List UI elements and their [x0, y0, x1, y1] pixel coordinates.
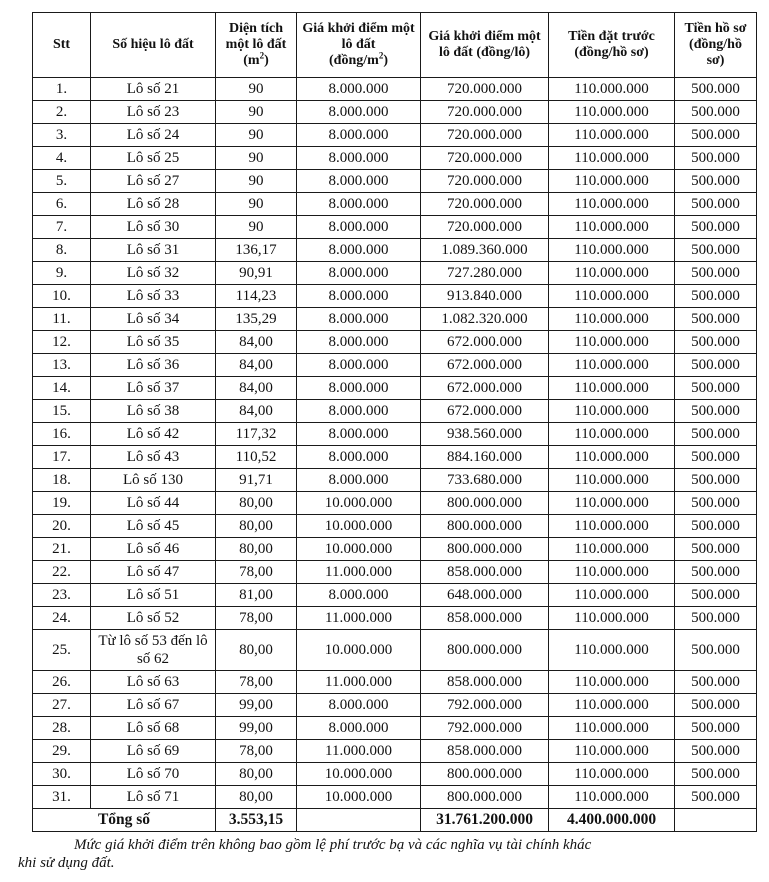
- table-row: [33, 671, 757, 694]
- cell-price-per-m2: 11.000.000: [297, 607, 421, 630]
- table-header: [33, 13, 757, 78]
- cell-stt: 4.: [33, 147, 91, 170]
- cell-price-per-lot: 800.000.000: [421, 763, 549, 786]
- cell-lot-number: Lô số 130: [91, 469, 216, 492]
- table-row: [33, 515, 757, 538]
- cell-price-per-m2: 8.000.000: [297, 262, 421, 285]
- header-area-unit: $(m^2)$: [243, 50, 269, 68]
- cell-area: 84,00: [216, 354, 297, 377]
- cell-lot-number: Lô số 28: [91, 193, 216, 216]
- cell-price-per-lot: 720.000.000: [421, 78, 549, 101]
- cell-stt: 29.: [33, 740, 91, 763]
- cell-stt: 28.: [33, 717, 91, 740]
- cell-price-per-lot: 858.000.000: [421, 607, 549, 630]
- cell-price-per-m2: 10.000.000: [297, 630, 421, 671]
- table-row: [33, 492, 757, 515]
- table-row: [33, 354, 757, 377]
- cell-deposit: 110.000.000: [549, 78, 675, 101]
- cell-fee: 500.000: [675, 239, 757, 262]
- cell-price-per-m2: 8.000.000: [297, 377, 421, 400]
- cell-deposit: 110.000.000: [549, 694, 675, 717]
- cell-area: 84,00: [216, 400, 297, 423]
- footnote-line-2: khi sử dụng đất.: [18, 855, 115, 871]
- cell-stt: 24.: [33, 607, 91, 630]
- table-row: [33, 377, 757, 400]
- table-row: [33, 216, 757, 239]
- table-row: [33, 170, 757, 193]
- cell-area: 84,00: [216, 377, 297, 400]
- table-row: [33, 285, 757, 308]
- cell-deposit: 110.000.000: [549, 538, 675, 561]
- cell-price-per-m2: 8.000.000: [297, 717, 421, 740]
- cell-area: 90,91: [216, 262, 297, 285]
- cell-price-per-lot: 720.000.000: [421, 147, 549, 170]
- cell-fee: 500.000: [675, 786, 757, 809]
- cell-lot-number: Lô số 24: [91, 124, 216, 147]
- cell-stt: 25.: [33, 630, 91, 671]
- header-area: [216, 13, 297, 78]
- cell-price-per-m2: 11.000.000: [297, 740, 421, 763]
- cell-lot-number: Lô số 63: [91, 671, 216, 694]
- cell-fee: 500.000: [675, 400, 757, 423]
- cell-stt: 7.: [33, 216, 91, 239]
- cell-price-per-m2: 8.000.000: [297, 239, 421, 262]
- footnote-line-1: Mức giá khởi điểm trên không bao gồm lệ phí trước bạ và các nghĩa vụ tài chính khác: [74, 837, 592, 853]
- table-row: [33, 786, 757, 809]
- cell-lot-number: Lô số 71: [91, 786, 216, 809]
- cell-fee: 500.000: [675, 354, 757, 377]
- cell-stt: 3.: [33, 124, 91, 147]
- cell-lot-number: Lô số 46: [91, 538, 216, 561]
- cell-area: 91,71: [216, 469, 297, 492]
- table-body: [33, 78, 757, 809]
- cell-lot-number: Lô số 25: [91, 147, 216, 170]
- cell-stt: 14.: [33, 377, 91, 400]
- cell-lot-number: Lô số 51: [91, 584, 216, 607]
- cell-deposit: 110.000.000: [549, 717, 675, 740]
- cell-fee: 500.000: [675, 285, 757, 308]
- cell-price-per-lot: 720.000.000: [421, 170, 549, 193]
- cell-stt: 5.: [33, 170, 91, 193]
- cell-price-per-lot: 913.840.000: [421, 285, 549, 308]
- total-price-per-lot: 31.761.200.000: [421, 809, 549, 832]
- cell-price-per-m2: 8.000.000: [297, 285, 421, 308]
- cell-price-per-lot: 733.680.000: [421, 469, 549, 492]
- cell-lot-number: Lô số 37: [91, 377, 216, 400]
- header-fee: Tiền hồ sơ (đồng/hồ sơ): [675, 13, 757, 78]
- cell-deposit: 110.000.000: [549, 423, 675, 446]
- cell-lot-number: Lô số 42: [91, 423, 216, 446]
- total-price-per-m2: [297, 809, 421, 832]
- cell-fee: 500.000: [675, 147, 757, 170]
- header-price-per-m2: [297, 13, 421, 78]
- cell-lot-number: Lô số 47: [91, 561, 216, 584]
- cell-deposit: 110.000.000: [549, 331, 675, 354]
- table-row: [33, 78, 757, 101]
- cell-fee: 500.000: [675, 763, 757, 786]
- cell-area: 78,00: [216, 740, 297, 763]
- cell-fee: 500.000: [675, 331, 757, 354]
- cell-stt: 9.: [33, 262, 91, 285]
- cell-price-per-lot: 648.000.000: [421, 584, 549, 607]
- cell-area: 114,23: [216, 285, 297, 308]
- cell-price-per-lot: 800.000.000: [421, 492, 549, 515]
- cell-area: 136,17: [216, 239, 297, 262]
- cell-price-per-m2: 8.000.000: [297, 101, 421, 124]
- cell-lot-number: Lô số 21: [91, 78, 216, 101]
- cell-price-per-m2: 8.000.000: [297, 78, 421, 101]
- cell-area: 117,32: [216, 423, 297, 446]
- table-row: [33, 630, 757, 671]
- cell-deposit: 110.000.000: [549, 469, 675, 492]
- table-row: [33, 147, 757, 170]
- cell-stt: 19.: [33, 492, 91, 515]
- cell-stt: 18.: [33, 469, 91, 492]
- cell-area: 81,00: [216, 584, 297, 607]
- cell-lot-number: Lô số 23: [91, 101, 216, 124]
- cell-area: 90: [216, 78, 297, 101]
- cell-deposit: 110.000.000: [549, 193, 675, 216]
- cell-deposit: 110.000.000: [549, 170, 675, 193]
- cell-deposit: 110.000.000: [549, 124, 675, 147]
- table-row: [33, 763, 757, 786]
- table-row: [33, 740, 757, 763]
- cell-price-per-m2: 8.000.000: [297, 170, 421, 193]
- cell-deposit: 110.000.000: [549, 671, 675, 694]
- cell-lot-number: Lô số 44: [91, 492, 216, 515]
- cell-price-per-lot: 1.082.320.000: [421, 308, 549, 331]
- cell-fee: 500.000: [675, 193, 757, 216]
- cell-fee: 500.000: [675, 492, 757, 515]
- cell-lot-number: Lô số 32: [91, 262, 216, 285]
- cell-deposit: 110.000.000: [549, 492, 675, 515]
- cell-price-per-lot: 672.000.000: [421, 331, 549, 354]
- cell-fee: 500.000: [675, 740, 757, 763]
- cell-price-per-m2: 8.000.000: [297, 124, 421, 147]
- table-row: [33, 308, 757, 331]
- cell-price-per-m2: 8.000.000: [297, 694, 421, 717]
- cell-lot-number: Lô số 69: [91, 740, 216, 763]
- header-deposit: Tiền đặt trước (đồng/hồ sơ): [549, 13, 675, 78]
- cell-price-per-lot: 672.000.000: [421, 400, 549, 423]
- cell-stt: 23.: [33, 584, 91, 607]
- cell-area: 99,00: [216, 717, 297, 740]
- cell-deposit: 110.000.000: [549, 216, 675, 239]
- cell-area: 80,00: [216, 630, 297, 671]
- cell-price-per-m2: 8.000.000: [297, 331, 421, 354]
- cell-price-per-lot: 720.000.000: [421, 193, 549, 216]
- cell-price-per-m2: 8.000.000: [297, 400, 421, 423]
- cell-lot-number: Lô số 30: [91, 216, 216, 239]
- table-row: [33, 538, 757, 561]
- table-row: [33, 400, 757, 423]
- cell-fee: 500.000: [675, 561, 757, 584]
- cell-fee: 500.000: [675, 262, 757, 285]
- cell-area: 90: [216, 101, 297, 124]
- footnote: [18, 836, 756, 872]
- cell-lot-number: Lô số 67: [91, 694, 216, 717]
- cell-price-per-m2: 8.000.000: [297, 193, 421, 216]
- cell-price-per-lot: 1.089.360.000: [421, 239, 549, 262]
- cell-price-per-m2: 8.000.000: [297, 469, 421, 492]
- cell-area: 99,00: [216, 694, 297, 717]
- cell-fee: 500.000: [675, 101, 757, 124]
- cell-fee: 500.000: [675, 630, 757, 671]
- cell-stt: 21.: [33, 538, 91, 561]
- cell-deposit: 110.000.000: [549, 607, 675, 630]
- table-row: [33, 469, 757, 492]
- cell-deposit: 110.000.000: [549, 354, 675, 377]
- cell-stt: 1.: [33, 78, 91, 101]
- cell-price-per-m2: 8.000.000: [297, 308, 421, 331]
- cell-deposit: 110.000.000: [549, 763, 675, 786]
- cell-price-per-lot: 792.000.000: [421, 717, 549, 740]
- cell-stt: 16.: [33, 423, 91, 446]
- cell-lot-number: Lô số 52: [91, 607, 216, 630]
- table-row: [33, 561, 757, 584]
- cell-area: 90: [216, 147, 297, 170]
- cell-stt: 31.: [33, 786, 91, 809]
- table-row: [33, 239, 757, 262]
- cell-area: 90: [216, 170, 297, 193]
- cell-price-per-m2: 10.000.000: [297, 786, 421, 809]
- cell-deposit: 110.000.000: [549, 285, 675, 308]
- cell-deposit: 110.000.000: [549, 740, 675, 763]
- cell-price-per-lot: 727.280.000: [421, 262, 549, 285]
- cell-area: 90: [216, 193, 297, 216]
- table-row: [33, 331, 757, 354]
- cell-deposit: 110.000.000: [549, 101, 675, 124]
- cell-area: 90: [216, 216, 297, 239]
- cell-deposit: 110.000.000: [549, 262, 675, 285]
- cell-deposit: 110.000.000: [549, 630, 675, 671]
- cell-price-per-m2: 8.000.000: [297, 584, 421, 607]
- cell-area: 80,00: [216, 786, 297, 809]
- cell-stt: 27.: [33, 694, 91, 717]
- cell-area: 80,00: [216, 492, 297, 515]
- header-price-per-m2-unit: $(đồng/m^2)$: [329, 50, 388, 68]
- cell-lot-number: Lô số 34: [91, 308, 216, 331]
- table-row: [33, 717, 757, 740]
- cell-deposit: 110.000.000: [549, 584, 675, 607]
- cell-fee: 500.000: [675, 694, 757, 717]
- cell-stt: 22.: [33, 561, 91, 584]
- cell-fee: 500.000: [675, 170, 757, 193]
- cell-stt: 17.: [33, 446, 91, 469]
- cell-deposit: 110.000.000: [549, 147, 675, 170]
- cell-deposit: 110.000.000: [549, 377, 675, 400]
- cell-price-per-m2: 8.000.000: [297, 216, 421, 239]
- cell-stt: 20.: [33, 515, 91, 538]
- cell-deposit: 110.000.000: [549, 446, 675, 469]
- cell-stt: 13.: [33, 354, 91, 377]
- cell-deposit: 110.000.000: [549, 239, 675, 262]
- cell-price-per-m2: 11.000.000: [297, 561, 421, 584]
- table-row: [33, 262, 757, 285]
- cell-lot-number: Lô số 36: [91, 354, 216, 377]
- cell-fee: 500.000: [675, 584, 757, 607]
- header-lot-number: Số hiệu lô đất: [91, 13, 216, 78]
- cell-stt: 2.: [33, 101, 91, 124]
- cell-price-per-m2: 10.000.000: [297, 492, 421, 515]
- cell-stt: 26.: [33, 671, 91, 694]
- cell-fee: 500.000: [675, 446, 757, 469]
- cell-area: 84,00: [216, 331, 297, 354]
- cell-fee: 500.000: [675, 717, 757, 740]
- cell-price-per-m2: 11.000.000: [297, 671, 421, 694]
- cell-lot-number: Lô số 43: [91, 446, 216, 469]
- table-row: [33, 193, 757, 216]
- cell-fee: 500.000: [675, 308, 757, 331]
- table-row: [33, 694, 757, 717]
- cell-lot-number: Lô số 38: [91, 400, 216, 423]
- cell-price-per-m2: 10.000.000: [297, 538, 421, 561]
- cell-deposit: 110.000.000: [549, 400, 675, 423]
- cell-stt: 15.: [33, 400, 91, 423]
- cell-price-per-m2: 8.000.000: [297, 423, 421, 446]
- table-row: [33, 584, 757, 607]
- cell-lot-number: Lô số 33: [91, 285, 216, 308]
- table-row: [33, 607, 757, 630]
- cell-stt: 8.: [33, 239, 91, 262]
- cell-stt: 12.: [33, 331, 91, 354]
- cell-fee: 500.000: [675, 78, 757, 101]
- cell-price-per-lot: 720.000.000: [421, 124, 549, 147]
- cell-stt: 6.: [33, 193, 91, 216]
- cell-lot-number: Lô số 70: [91, 763, 216, 786]
- cell-fee: 500.000: [675, 216, 757, 239]
- total-label: Tổng số: [33, 809, 216, 832]
- cell-stt: 11.: [33, 308, 91, 331]
- cell-price-per-m2: 8.000.000: [297, 446, 421, 469]
- cell-area: 80,00: [216, 763, 297, 786]
- cell-price-per-lot: 800.000.000: [421, 786, 549, 809]
- cell-area: 78,00: [216, 561, 297, 584]
- cell-price-per-lot: 800.000.000: [421, 538, 549, 561]
- cell-fee: 500.000: [675, 538, 757, 561]
- header-price-per-lot: Giá khởi điểm một lô đất (đồng/lô): [421, 13, 549, 78]
- cell-price-per-lot: 858.000.000: [421, 671, 549, 694]
- table-footer: [33, 809, 757, 832]
- cell-fee: 500.000: [675, 671, 757, 694]
- cell-price-per-m2: 8.000.000: [297, 354, 421, 377]
- cell-price-per-lot: 858.000.000: [421, 561, 549, 584]
- cell-area: 78,00: [216, 671, 297, 694]
- cell-price-per-m2: 10.000.000: [297, 763, 421, 786]
- cell-price-per-lot: 792.000.000: [421, 694, 549, 717]
- cell-area: 110,52: [216, 446, 297, 469]
- cell-lot-number: Lô số 27: [91, 170, 216, 193]
- cell-lot-number: Lô số 68: [91, 717, 216, 740]
- land-lot-table: [32, 12, 757, 832]
- cell-price-per-lot: 672.000.000: [421, 377, 549, 400]
- cell-area: 80,00: [216, 515, 297, 538]
- cell-fee: 500.000: [675, 124, 757, 147]
- table-row: [33, 124, 757, 147]
- cell-lot-number: Lô số 45: [91, 515, 216, 538]
- cell-area: 78,00: [216, 607, 297, 630]
- cell-stt: 30.: [33, 763, 91, 786]
- total-deposit: 4.400.000.000: [549, 809, 675, 832]
- cell-price-per-m2: 8.000.000: [297, 147, 421, 170]
- table-row: [33, 101, 757, 124]
- total-area: 3.553,15: [216, 809, 297, 832]
- cell-deposit: 110.000.000: [549, 308, 675, 331]
- cell-lot-number: Từ lô số 53 đến lô số 62: [91, 630, 216, 671]
- header-area-text: Diện tích một lô đất: [225, 21, 287, 52]
- cell-stt: 10.: [33, 285, 91, 308]
- cell-price-per-lot: 720.000.000: [421, 101, 549, 124]
- cell-price-per-lot: 720.000.000: [421, 216, 549, 239]
- cell-fee: 500.000: [675, 377, 757, 400]
- total-fee: [675, 809, 757, 832]
- header-stt: Stt: [33, 13, 91, 78]
- cell-price-per-lot: 800.000.000: [421, 515, 549, 538]
- table-row: [33, 423, 757, 446]
- cell-fee: 500.000: [675, 515, 757, 538]
- cell-price-per-lot: 672.000.000: [421, 354, 549, 377]
- land-auction-document: [18, 12, 756, 872]
- cell-price-per-lot: 884.160.000: [421, 446, 549, 469]
- cell-price-per-lot: 858.000.000: [421, 740, 549, 763]
- cell-area: 90: [216, 124, 297, 147]
- header-price-per-m2-text: Giá khởi điểm một lô đất: [302, 21, 415, 52]
- cell-deposit: 110.000.000: [549, 561, 675, 584]
- cell-area: 135,29: [216, 308, 297, 331]
- cell-lot-number: Lô số 31: [91, 239, 216, 262]
- cell-price-per-m2: 10.000.000: [297, 515, 421, 538]
- cell-fee: 500.000: [675, 469, 757, 492]
- cell-area: 80,00: [216, 538, 297, 561]
- cell-fee: 500.000: [675, 607, 757, 630]
- total-row: [33, 809, 757, 832]
- cell-fee: 500.000: [675, 423, 757, 446]
- cell-deposit: 110.000.000: [549, 786, 675, 809]
- cell-price-per-lot: 800.000.000: [421, 630, 549, 671]
- cell-deposit: 110.000.000: [549, 515, 675, 538]
- table-row: [33, 446, 757, 469]
- cell-lot-number: Lô số 35: [91, 331, 216, 354]
- cell-price-per-lot: 938.560.000: [421, 423, 549, 446]
